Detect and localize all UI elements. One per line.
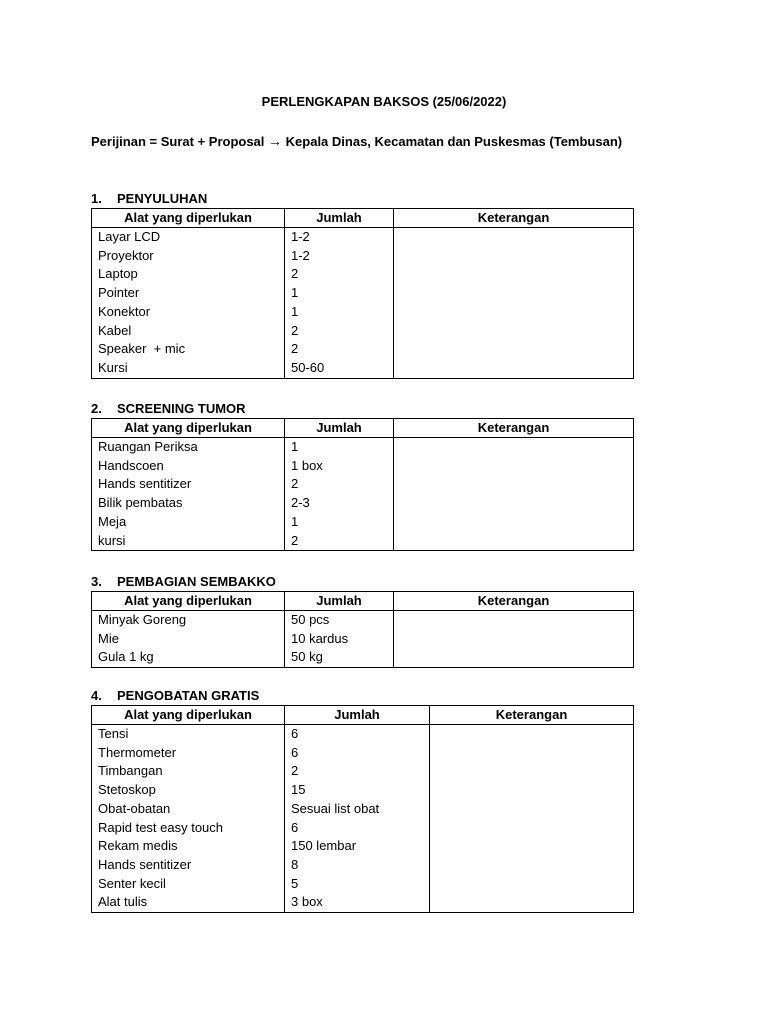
quantity-cell: 5 bbox=[285, 875, 430, 894]
column-header-notes: Keterangan bbox=[394, 592, 634, 611]
notes-cell bbox=[394, 228, 634, 247]
notes-cell bbox=[430, 893, 634, 912]
table-row bbox=[92, 322, 634, 341]
notes-cell bbox=[430, 762, 634, 781]
quantity-cell: 15 bbox=[285, 781, 430, 800]
item-cell: Laptop bbox=[92, 265, 285, 284]
section-heading bbox=[91, 189, 634, 208]
notes-cell bbox=[430, 800, 634, 819]
quantity-cell: 1-2 bbox=[285, 228, 394, 247]
equipment-table bbox=[91, 418, 634, 551]
table-header-row bbox=[92, 706, 634, 725]
quantity-cell: 1-2 bbox=[285, 247, 394, 266]
notes-cell bbox=[430, 781, 634, 800]
table-row bbox=[92, 762, 634, 781]
notes-cell bbox=[394, 359, 634, 378]
section-title: PENGOBATAN GRATIS bbox=[117, 688, 260, 703]
item-cell: Pointer bbox=[92, 284, 285, 303]
table-row bbox=[92, 611, 634, 630]
equipment-table bbox=[91, 208, 634, 379]
permit-line bbox=[91, 133, 622, 149]
table-row bbox=[92, 438, 634, 457]
document-title: PERLENGKAPAN BAKSOS (25/06/2022) bbox=[261, 94, 507, 109]
item-cell: Konektor bbox=[92, 303, 285, 322]
quantity-cell: Sesuai list obat bbox=[285, 800, 430, 819]
section-number: 3. bbox=[91, 574, 102, 589]
quantity-cell: 2 bbox=[285, 340, 394, 359]
table-row bbox=[92, 340, 634, 359]
section-penyuluhan bbox=[91, 189, 634, 379]
quantity-cell: 50-60 bbox=[285, 359, 394, 378]
notes-cell bbox=[394, 532, 634, 551]
column-header-item: Alat yang diperlukan bbox=[92, 592, 285, 611]
permit-recipients: Kepala Dinas, Kecamatan dan Puskesmas (Tembusan) bbox=[285, 134, 623, 149]
quantity-cell: 6 bbox=[285, 819, 430, 838]
section-heading bbox=[91, 686, 634, 705]
column-header-item: Alat yang diperlukan bbox=[92, 419, 285, 438]
quantity-cell: 1 bbox=[285, 513, 394, 532]
notes-cell bbox=[430, 819, 634, 838]
quantity-cell: 50 pcs bbox=[285, 611, 394, 630]
item-cell: Hands sentitizer bbox=[92, 475, 285, 494]
notes-cell bbox=[394, 494, 634, 513]
table-row bbox=[92, 303, 634, 322]
quantity-cell: 50 kg bbox=[285, 648, 394, 667]
item-cell: kursi bbox=[92, 532, 285, 551]
table-row bbox=[92, 513, 634, 532]
item-cell: Alat tulis bbox=[92, 893, 285, 912]
table-row bbox=[92, 725, 634, 744]
table-row bbox=[92, 744, 634, 763]
section-number: 4. bbox=[91, 688, 102, 703]
table-row bbox=[92, 247, 634, 266]
table-row bbox=[92, 856, 634, 875]
item-cell: Senter kecil bbox=[92, 875, 285, 894]
table-header-row bbox=[92, 419, 634, 438]
quantity-cell: 2-3 bbox=[285, 494, 394, 513]
equipment-table bbox=[91, 591, 634, 668]
table-row bbox=[92, 532, 634, 551]
notes-cell bbox=[394, 475, 634, 494]
item-cell: Meja bbox=[92, 513, 285, 532]
table-row bbox=[92, 228, 634, 247]
quantity-cell: 6 bbox=[285, 744, 430, 763]
table-row bbox=[92, 284, 634, 303]
table-row bbox=[92, 648, 634, 667]
quantity-cell: 8 bbox=[285, 856, 430, 875]
item-cell: Minyak Goreng bbox=[92, 611, 285, 630]
section-pembagian-sembakko bbox=[91, 572, 634, 668]
table-row bbox=[92, 494, 634, 513]
table-row bbox=[92, 475, 634, 494]
column-header-quantity: Jumlah bbox=[285, 592, 394, 611]
section-screening-tumor bbox=[91, 399, 634, 551]
quantity-cell: 10 kardus bbox=[285, 630, 394, 649]
item-cell: Ruangan Periksa bbox=[92, 438, 285, 457]
column-header-notes: Keterangan bbox=[430, 706, 634, 725]
arrow-right-icon: → bbox=[268, 133, 283, 149]
section-number: 2. bbox=[91, 401, 102, 416]
quantity-cell: 2 bbox=[285, 265, 394, 284]
quantity-cell: 2 bbox=[285, 762, 430, 781]
item-cell: Rekam medis bbox=[92, 837, 285, 856]
section-pengobatan-gratis bbox=[91, 686, 634, 913]
item-cell: Mie bbox=[92, 630, 285, 649]
section-heading bbox=[91, 399, 634, 418]
quantity-cell: 1 bbox=[285, 303, 394, 322]
table-row bbox=[92, 837, 634, 856]
item-cell: Kursi bbox=[92, 359, 285, 378]
notes-cell bbox=[394, 438, 634, 457]
quantity-cell: 2 bbox=[285, 532, 394, 551]
column-header-quantity: Jumlah bbox=[285, 209, 394, 228]
table-row bbox=[92, 359, 634, 378]
equipment-table bbox=[91, 705, 634, 913]
quantity-cell: 150 lembar bbox=[285, 837, 430, 856]
column-header-item: Alat yang diperlukan bbox=[92, 706, 285, 725]
quantity-cell: 2 bbox=[285, 475, 394, 494]
item-cell: Gula 1 kg bbox=[92, 648, 285, 667]
permit-requirements: Perijinan = Surat + Proposal bbox=[91, 134, 265, 149]
quantity-cell: 3 box bbox=[285, 893, 430, 912]
column-header-notes: Keterangan bbox=[394, 419, 634, 438]
notes-cell bbox=[394, 284, 634, 303]
column-header-item: Alat yang diperlukan bbox=[92, 209, 285, 228]
section-number: 1. bbox=[91, 191, 102, 206]
quantity-cell: 1 box bbox=[285, 457, 394, 476]
column-header-quantity: Jumlah bbox=[285, 419, 394, 438]
item-cell: Tensi bbox=[92, 725, 285, 744]
section-title: SCREENING TUMOR bbox=[117, 401, 246, 416]
item-cell: Handscoen bbox=[92, 457, 285, 476]
notes-cell bbox=[394, 513, 634, 532]
column-header-quantity: Jumlah bbox=[285, 706, 430, 725]
table-row bbox=[92, 800, 634, 819]
quantity-cell: 2 bbox=[285, 322, 394, 341]
item-cell: Kabel bbox=[92, 322, 285, 341]
notes-cell bbox=[394, 611, 634, 630]
notes-cell bbox=[430, 856, 634, 875]
table-row bbox=[92, 875, 634, 894]
notes-cell bbox=[394, 648, 634, 667]
notes-cell bbox=[394, 457, 634, 476]
table-header-row bbox=[92, 209, 634, 228]
table-row bbox=[92, 630, 634, 649]
section-title: PENYULUHAN bbox=[117, 191, 208, 206]
notes-cell bbox=[394, 630, 634, 649]
table-row bbox=[92, 265, 634, 284]
notes-cell bbox=[394, 247, 634, 266]
section-title: PEMBAGIAN SEMBAKKO bbox=[117, 574, 276, 589]
notes-cell bbox=[394, 303, 634, 322]
quantity-cell: 1 bbox=[285, 438, 394, 457]
table-header-row bbox=[92, 592, 634, 611]
table-row bbox=[92, 781, 634, 800]
notes-cell bbox=[430, 875, 634, 894]
item-cell: Obat-obatan bbox=[92, 800, 285, 819]
item-cell: Thermometer bbox=[92, 744, 285, 763]
column-header-notes: Keterangan bbox=[394, 209, 634, 228]
item-cell: Stetoskop bbox=[92, 781, 285, 800]
notes-cell bbox=[430, 725, 634, 744]
notes-cell bbox=[394, 322, 634, 341]
section-heading bbox=[91, 572, 634, 591]
table-row bbox=[92, 893, 634, 912]
quantity-cell: 6 bbox=[285, 725, 430, 744]
notes-cell bbox=[394, 265, 634, 284]
item-cell: Layar LCD bbox=[92, 228, 285, 247]
table-row bbox=[92, 457, 634, 476]
item-cell: Proyektor bbox=[92, 247, 285, 266]
quantity-cell: 1 bbox=[285, 284, 394, 303]
table-row bbox=[92, 819, 634, 838]
notes-cell bbox=[430, 744, 634, 763]
item-cell: Speaker + mic bbox=[92, 340, 285, 359]
item-cell: Bilik pembatas bbox=[92, 494, 285, 513]
item-cell: Rapid test easy touch bbox=[92, 819, 285, 838]
item-cell: Timbangan bbox=[92, 762, 285, 781]
notes-cell bbox=[430, 837, 634, 856]
item-cell: Hands sentitizer bbox=[92, 856, 285, 875]
notes-cell bbox=[394, 340, 634, 359]
